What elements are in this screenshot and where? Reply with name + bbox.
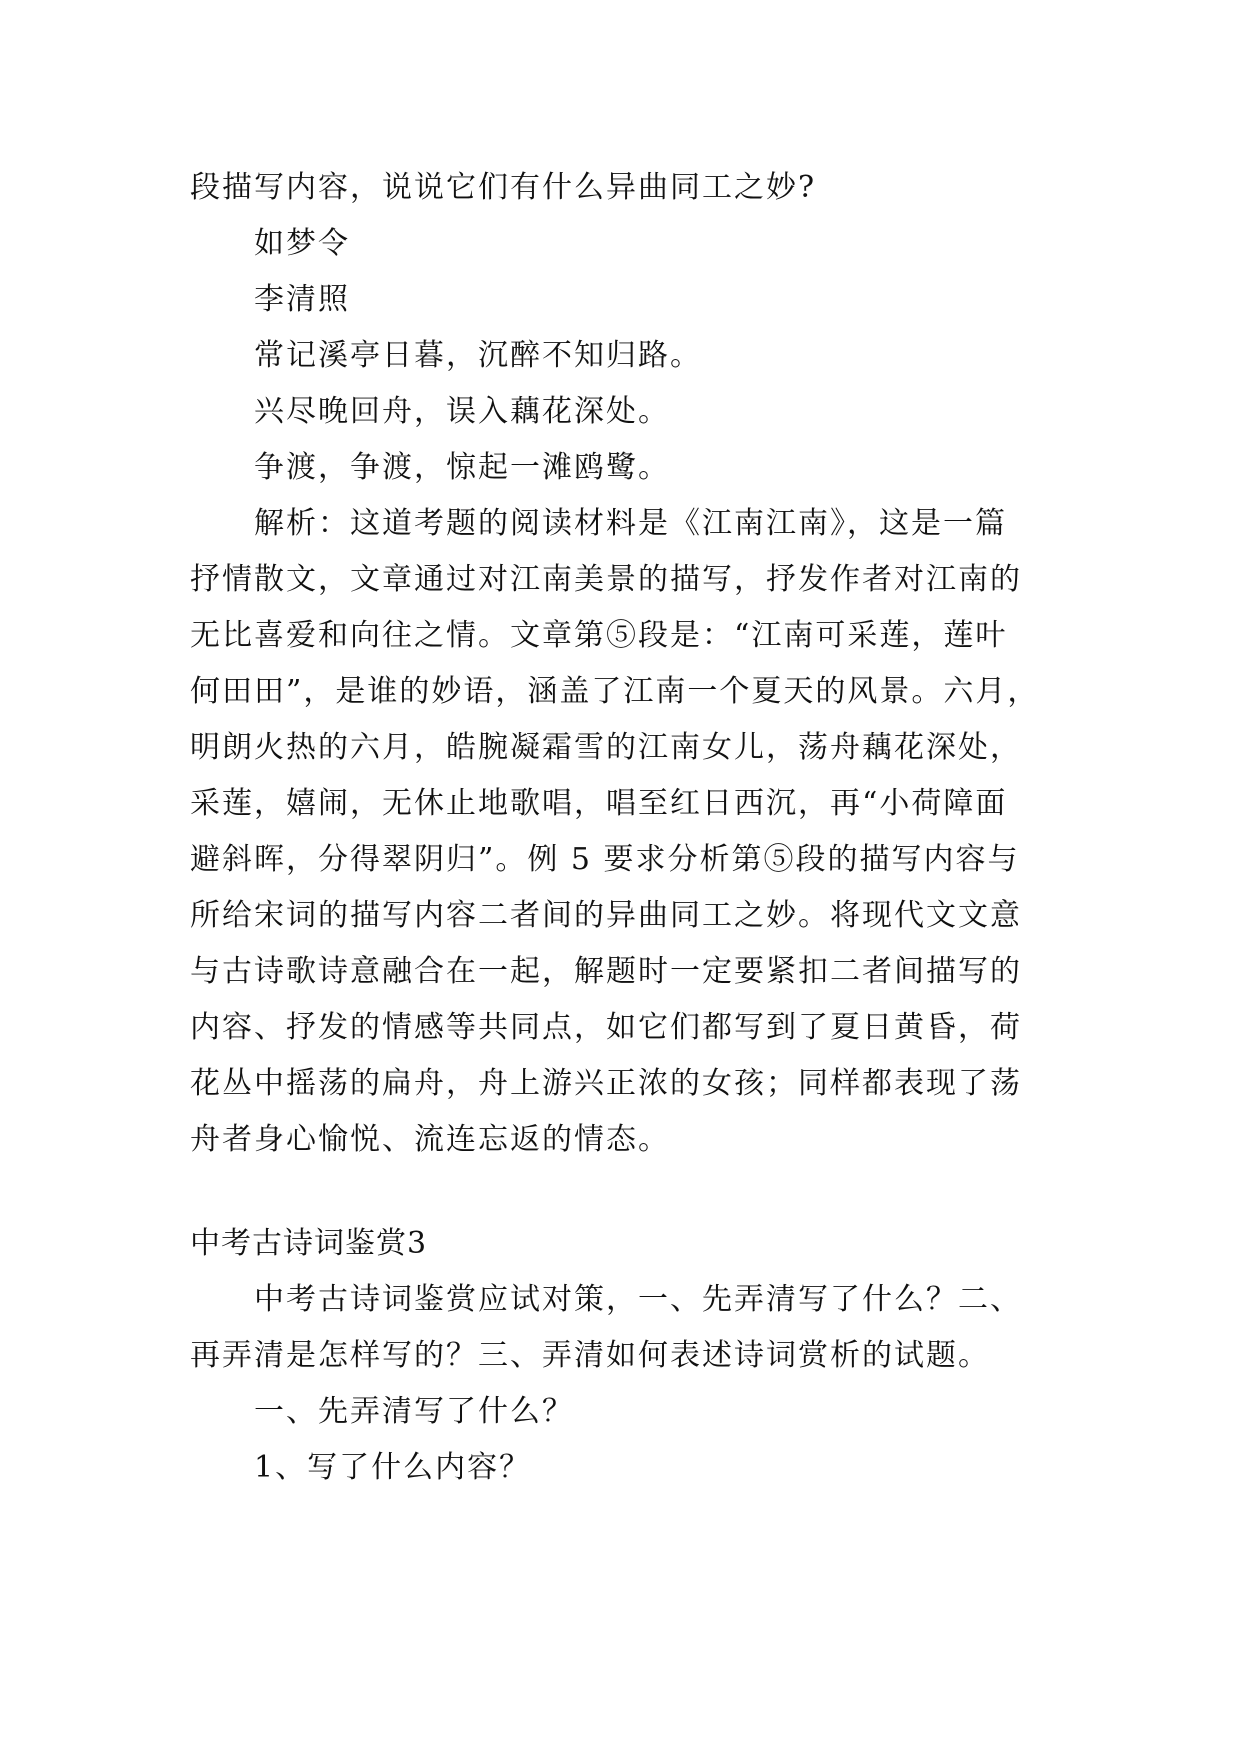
document-page <box>190 160 1050 1496</box>
analysis-paragraph-line: 抒情散文，文章通过对江南美景的描写，抒发作者对江南的 <box>190 562 1022 597</box>
analysis-paragraph-line: 无比喜爱和向往之情。文章第⑤段是：“江南可采莲，莲叶 <box>190 618 1008 653</box>
analysis-paragraph-line: 采莲，嬉闹，无休止地歌唱，唱至红日西沉，再“小荷障面 <box>190 786 1008 821</box>
body-paragraph-line: 中考古诗词鉴赏应试对策，一、先弄清写了什么？二、 <box>254 1282 1022 1317</box>
analysis-paragraph-line: 舟者身心愉悦、流连忘返的情态。 <box>190 1122 670 1157</box>
analysis-paragraph-line: 解析：这道考题的阅读材料是《江南江南》，这是一篇 <box>254 506 1007 541</box>
poem-author: 李清照 <box>254 282 350 317</box>
poem-line: 兴尽晚回舟，误入藕花深处。 <box>254 394 670 429</box>
poem-title: 如梦令 <box>254 226 350 261</box>
analysis-paragraph-line: 与古诗歌诗意融合在一起，解题时一定要紧扣二者间描写的 <box>190 954 1022 989</box>
analysis-paragraph-line: 内容、抒发的情感等共同点，如它们都写到了夏日黄昏，荷 <box>190 1010 1022 1045</box>
section-gap <box>190 1168 1050 1216</box>
poem-line: 争渡，争渡，惊起一滩鸥鹭。 <box>254 450 670 485</box>
analysis-paragraph-line: 避斜晖，分得翠阴归”。例 5 要求分析第⑤段的描写内容与 <box>190 842 1020 877</box>
analysis-paragraph-line: 花丛中摇荡的扁舟，舟上游兴正浓的女孩；同样都表现了荡 <box>190 1066 1022 1101</box>
poem-line: 常记溪亭日暮，沉醉不知归路。 <box>254 338 702 373</box>
analysis-paragraph-line: 明朗火热的六月，皓腕凝霜雪的江南女儿，荡舟藕花深处， <box>190 730 1022 765</box>
question-continuation: 段描写内容，说说它们有什么异曲同工之妙? <box>190 170 817 205</box>
analysis-paragraph-line: 何田田”，是谁的妙语，涵盖了江南一个夏天的风景。六月， <box>190 674 1040 709</box>
section-title: 中考古诗词鉴赏3 <box>190 1226 428 1261</box>
analysis-paragraph-line: 所给宋词的描写内容二者间的异曲同工之妙。将现代文文意 <box>190 898 1022 933</box>
body-paragraph-line: 再弄清是怎样写的？三、弄清如何表述诗词赏析的试题。 <box>190 1338 990 1373</box>
subheading: 1、写了什么内容？ <box>254 1450 532 1485</box>
subheading: 一、先弄清写了什么？ <box>254 1394 574 1429</box>
